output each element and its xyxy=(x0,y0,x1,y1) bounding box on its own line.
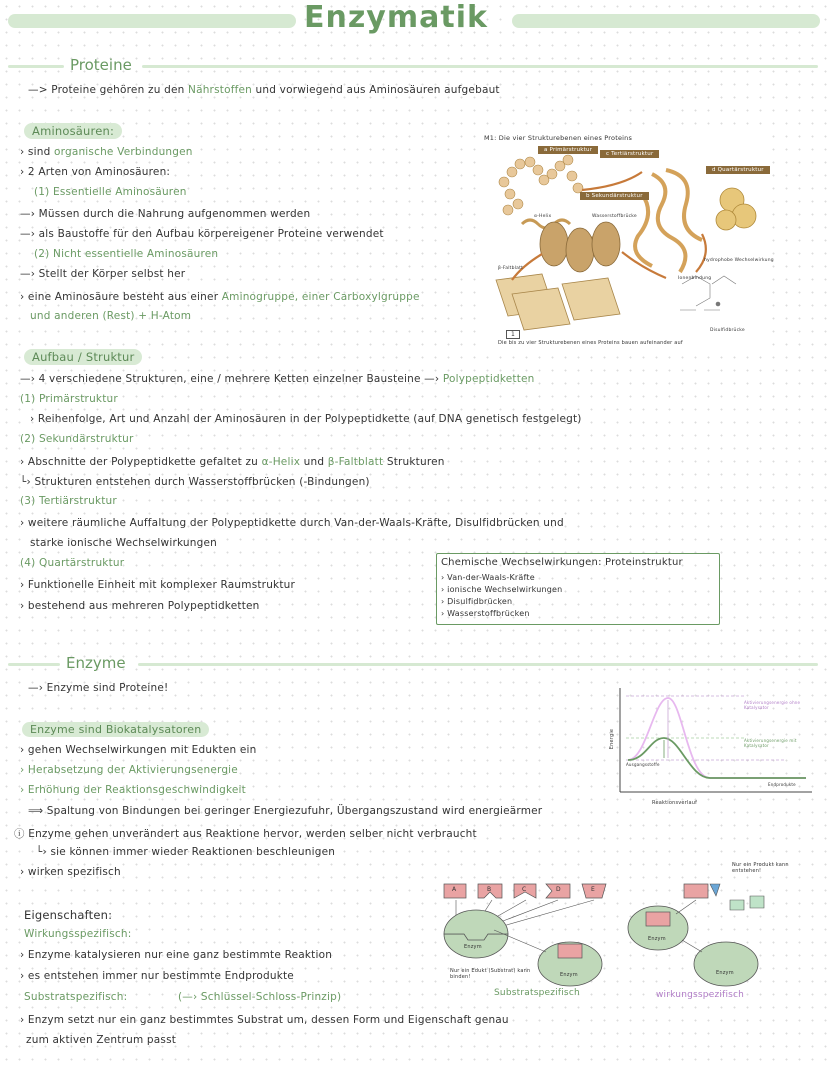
enzyme-subheading: Enzyme sind Biokatalysatoren xyxy=(22,722,209,737)
aufbau-line-5: › weitere räumliche Auffaltung der Polypeptidkette durch Van-der-Waals-Kräfte, Disulfidbrücken und xyxy=(20,517,564,529)
amino-line-1-prefix: › sind xyxy=(20,146,51,158)
chem-box-item-3: › Disulfidbrücken xyxy=(441,597,513,606)
page-title: Enzymatik xyxy=(304,0,488,35)
eigenschaften-line-4: zum aktiven Zentrum passt xyxy=(26,1034,177,1046)
aufbau-line-3-prefix: › Abschnitte der Polypeptidkette gefaltet zu xyxy=(20,456,259,468)
diagram-caption-right: wirkungsspezifisch xyxy=(656,990,745,1000)
heading-aminosaeuren: Aminosäuren: xyxy=(24,123,122,139)
enzyme-line-5: ⟹ Spaltung von Bindungen bei geringer Energiezufuhr, Übergangszustand wird energieärmer xyxy=(28,805,543,817)
proteine-intro-suffix: und vorwiegend aus Aminosäuren aufgebaut xyxy=(255,84,500,96)
primary-chain xyxy=(499,155,583,215)
title-bar-left xyxy=(8,14,296,28)
aufbau-heading-4: (4) Quartärstruktur xyxy=(20,557,125,569)
chart-label-high: Aktivierungsenergie ohne Katalysator xyxy=(744,700,801,710)
right-diagram xyxy=(628,884,764,986)
enzym-label-right: Enzym xyxy=(648,936,666,942)
chem-box-item-1: › Van-der-Waals-Kräfte xyxy=(441,573,535,582)
note-left: Nur ein Edukt (Substrat) kann binden! xyxy=(450,968,531,980)
aufbau-line-6: starke ionische Wechselwirkungen xyxy=(30,537,218,549)
chart-label-low: Aktivierungsenergie mit Katalysator xyxy=(744,738,797,748)
amino-line-4: —› Müssen durch die Nahrung aufgenommen werden xyxy=(20,208,311,220)
aufbau-line-1-highlight: Polypeptidketten xyxy=(442,373,535,385)
chem-box-title: Chemische Wechselwirkungen: Proteinstruktur xyxy=(441,557,683,568)
diagram-label-d: D xyxy=(556,886,561,893)
aufbau-line-3-suffix: Strukturen xyxy=(386,456,445,468)
enzym-label-mid: Enzym xyxy=(560,972,578,978)
amino-line-8 xyxy=(20,291,420,303)
enzyme-line-2: › gehen Wechselwirkungen mit Edukten ein xyxy=(20,744,257,756)
proteine-intro xyxy=(28,84,500,96)
amino-line-3: (1) Essentielle Aminosäuren xyxy=(34,186,187,198)
heading-proteine: Proteine xyxy=(70,56,132,74)
heading-enzyme: Enzyme xyxy=(66,654,126,672)
enzym-label-right-2: Enzym xyxy=(716,970,734,976)
diagram-label-b: B xyxy=(487,886,492,893)
proteine-intro-highlight: Nährstoffen xyxy=(188,84,252,96)
figure-footer: Die bis zu vier Strukturebenen eines Proteins bauen aufeinander auf xyxy=(498,340,683,346)
eigenschaften-line-3: › Enzym setzt nur ein ganz bestimmtes Substrat um, dessen Form und Eigenschaft genau xyxy=(20,1014,509,1026)
amino-line-1 xyxy=(20,146,193,158)
chart-xlabel: Reaktionsverlauf xyxy=(652,800,698,806)
diagram-label-a: A xyxy=(452,886,457,893)
energy-chart xyxy=(606,680,818,810)
diagram-label-c: C xyxy=(522,886,527,893)
amino-line-5: —› als Baustoffe für den Aufbau körpereigener Proteine verwendet xyxy=(20,228,384,240)
figure-caption: M1: Die vier Strukturebenen eines Proteins xyxy=(484,134,633,142)
eigenschaften-line-2: › es entstehen immer nur bestimmte Endprodukte xyxy=(20,970,294,982)
enzym-label-left: Enzym xyxy=(464,944,482,950)
aufbau-line-1-prefix: —› 4 verschiedene Strukturen, eine / mehrere Ketten einzelner Bausteine —› xyxy=(20,373,440,385)
aufbau-line-3-beta: β-Faltblatt xyxy=(327,456,384,468)
aufbau-line-4: └› Strukturen entstehen durch Wasserstoffbrücken (-Bindungen) xyxy=(20,476,370,488)
eigenschaften-sub-2: Substratspezifisch: xyxy=(24,991,128,1003)
chart-label-start: Ausgangsstoffe xyxy=(626,762,660,767)
figure-label-faltblatt: β-Faltblatt xyxy=(498,266,524,271)
amino-line-7: —› Stellt der Körper selbst her xyxy=(20,268,186,280)
title-bar-right xyxy=(512,14,820,28)
enzyme-line-6: ⓘ Enzyme gehen unverändert aus Reaktione hervor, werden selber nicht verbraucht xyxy=(14,828,477,840)
enzyme-line-left xyxy=(8,663,60,666)
aufbau-heading-1: (1) Primärstruktur xyxy=(20,393,118,405)
enzyme-line-3: › Herabsetzung der Aktivierungsenergie xyxy=(20,764,238,776)
aufbau-line-1 xyxy=(20,373,535,385)
amino-line-1-highlight: organische Verbindungen xyxy=(54,146,193,158)
diagram-label-e: E xyxy=(591,886,595,893)
figure-label-b: b Sekundärstruktur xyxy=(580,192,649,200)
aufbau-line-3-mid: und xyxy=(303,456,325,468)
chemical-bonds xyxy=(680,276,736,310)
tertiary-structure xyxy=(635,170,702,272)
amino-line-6: (2) Nicht essentielle Aminosäuren xyxy=(34,248,219,260)
enzyme-line-7: └› sie können immer wieder Reaktionen beschleunigen xyxy=(36,846,336,858)
diagram-caption-left: Substratspezifisch xyxy=(494,988,580,998)
aufbau-heading-3: (3) Tertiärstruktur xyxy=(20,495,117,507)
figure-label-alpha: α-Helix xyxy=(534,214,552,219)
note-right: Nur ein Produkt kann entstehen! xyxy=(732,862,789,874)
specificity-diagram xyxy=(436,860,820,1010)
chem-box xyxy=(436,553,720,625)
beta-sheet xyxy=(496,274,620,330)
figure-label-ion: Ionenbindung xyxy=(678,276,712,281)
figure-label-disulfid: Disulfidbrücke xyxy=(710,328,745,333)
figure-label-hydro: hydrophobe Wechselwirkung xyxy=(704,258,774,263)
chem-box-item-4: › Wasserstoffbrücken xyxy=(441,609,530,618)
enzyme-line-4: › Erhöhung der Reaktionsgeschwindigkeit xyxy=(20,784,246,796)
aufbau-line-2: › Reihenfolge, Art und Anzahl der Aminosäuren in der Polypeptidkette (auf DNA genetisch festgelegt) xyxy=(30,413,582,425)
enzyme-line-8: › wirken spezifisch xyxy=(20,866,121,878)
enzyme-line-right xyxy=(138,663,818,666)
aufbau-heading-2: (2) Sekundärstruktur xyxy=(20,433,134,445)
enzyme-line-1: —› Enzyme sind Proteine! xyxy=(28,682,169,694)
helix-cylinders xyxy=(540,222,620,272)
aufbau-line-3-alpha: α-Helix xyxy=(261,456,301,468)
proteine-line-right xyxy=(142,65,818,68)
chart-ylabel: Energie xyxy=(609,728,616,750)
proteine-intro-prefix: —> Proteine gehören zu den xyxy=(28,84,185,96)
figure-label-d: d Quartärstruktur xyxy=(706,166,770,174)
heading-aufbau: Aufbau / Struktur xyxy=(24,349,142,365)
eigenschaften-sub-2-note: (—› Schlüssel-Schloss-Prinzip) xyxy=(178,991,342,1003)
amino-line-8-highlight: Aminogruppe, einer Carboxylgruppe xyxy=(221,291,420,303)
figure-label-a: a Primärstruktur xyxy=(538,146,598,154)
chem-box-item-2: › ionische Wechselwirkungen xyxy=(441,585,563,594)
figure-footer-num: 1 xyxy=(506,330,520,339)
figure-label-c: c Tertiärstruktur xyxy=(600,150,659,158)
eigenschaften-line-1: › Enzyme katalysieren nur eine ganz bestimmte Reaktion xyxy=(20,949,333,961)
chart-label-end: Endprodukte xyxy=(768,782,796,787)
aufbau-line-7: › Funktionelle Einheit mit komplexer Raumstruktur xyxy=(20,579,296,591)
eigenschaften-sub-1: Wirkungsspezifisch: xyxy=(24,928,132,940)
aufbau-line-8: › bestehend aus mehreren Polypeptidketten xyxy=(20,600,260,612)
quaternary-structure xyxy=(716,188,756,230)
heading-eigenschaften: Eigenschaften: xyxy=(24,908,113,922)
figure-label-wasser: Wasserstoffbrücke xyxy=(592,214,637,219)
amino-line-8-prefix: › eine Aminosäure besteht aus einer xyxy=(20,291,219,303)
proteine-line-left xyxy=(8,65,64,68)
aufbau-line-3 xyxy=(20,456,445,468)
amino-line-9: und anderen (Rest) + H-Atom xyxy=(30,310,192,322)
protein-structure-figure xyxy=(482,134,774,348)
amino-line-2: › 2 Arten von Aminosäuren: xyxy=(20,166,171,178)
